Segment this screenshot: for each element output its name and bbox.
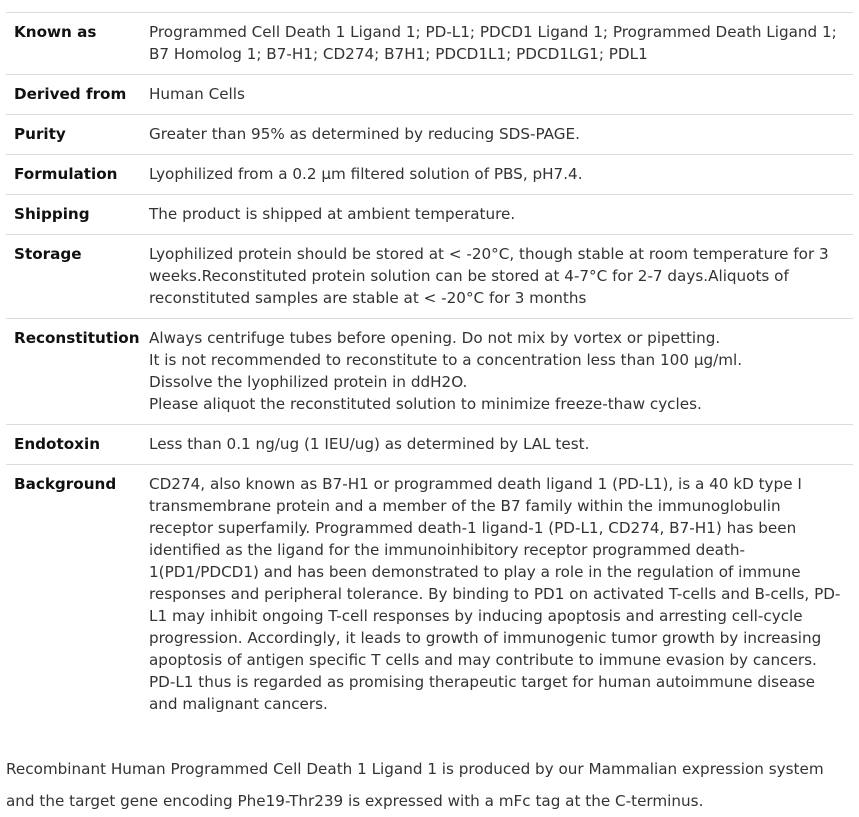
spec-row-derived-from	[6, 75, 853, 115]
spec-value-line: Dissolve the lyophilized protein in ddH2O.	[149, 373, 468, 391]
spec-row-reconstitution	[6, 319, 853, 425]
spec-value-line: Less than 0.1 ng/ug (1 IEU/ug) as determined by LAL test.	[149, 435, 590, 453]
spec-row-storage	[6, 235, 853, 319]
spec-row-known-as	[6, 13, 853, 75]
spec-value	[141, 425, 853, 465]
spec-label: Storage	[14, 245, 82, 263]
spec-value	[141, 75, 853, 115]
spec-label: Known as	[14, 23, 97, 41]
spec-value-line: Lyophilized from a 0.2 μm filtered solution of PBS, pH7.4.	[149, 165, 583, 183]
spec-label: Background	[14, 475, 117, 493]
product-spec-table	[6, 12, 853, 724]
spec-value-line: Human Cells	[149, 85, 245, 103]
spec-value-line: Programmed Cell Death 1 Ligand 1; PD-L1; PDCD1 Ligand 1; Programmed Death Ligand 1; B7 Homolog 1; B7-H1; CD274; B7H1; PDCD1L1; PDCD1LG1; PDL1	[149, 23, 837, 63]
spec-value-line: It is not recommended to reconstitute to a concentration less than 100 μg/ml.	[149, 351, 743, 369]
spec-value	[141, 13, 853, 75]
spec-value-line: Always centrifuge tubes before opening. Do not mix by vortex or pipetting.	[149, 329, 721, 347]
spec-row-background	[6, 465, 853, 725]
spec-value-line: Lyophilized protein should be stored at < -20°C, though stable at room temperature for 3 weeks.Reconstituted protein solution can be stored at 4-7°C for 2-7 days.Aliquots of reconstituted samples are stable at < -20°C for 3 months	[149, 245, 829, 307]
spec-label: Formulation	[14, 165, 118, 183]
spec-label: Endotoxin	[14, 435, 101, 453]
spec-value	[141, 115, 853, 155]
spec-row-shipping	[6, 195, 853, 235]
spec-value	[141, 465, 853, 725]
spec-value	[141, 195, 853, 235]
spec-label: Purity	[14, 125, 66, 143]
spec-label: Shipping	[14, 205, 90, 223]
spec-row-endotoxin	[6, 425, 853, 465]
spec-value	[141, 319, 853, 425]
spec-label: Derived from	[14, 85, 127, 103]
spec-row-formulation	[6, 155, 853, 195]
spec-row-purity	[6, 115, 853, 155]
spec-label: Reconstitution	[14, 329, 140, 347]
spec-value-line: The product is shipped at ambient temperature.	[149, 205, 516, 223]
spec-value	[141, 155, 853, 195]
spec-value	[141, 235, 853, 319]
spec-value-line: Please aliquot the reconstituted solution to minimize freeze-thaw cycles.	[149, 395, 702, 413]
spec-value-line: CD274, also known as B7-H1 or programmed death ligand 1 (PD-L1), is a 40 kD type I transmembrane protein and a member of the B7 family within the immunoglobulin receptor superfamily. Programmed death-1 ligand-1 (PD-L1, CD274, B7-H1) has been identified as the ligand for the immunoinhibitory receptor programmed death-1(PD1/PDCD1) and has been demonstrated to play a role in the regulation of immune responses and peripheral tolerance. By binding to PD1 on activated T-cells and B-cells, PD-L1 may inhibit ongoing T-cell responses by inducing apoptosis and arresting cell-cycle progression. Accordingly, it leads to growth of immunogenic tumor growth by increasing apoptosis of antigen specific T cells and may contribute to immune evasion by cancers. PD-L1 thus is regarded as promising therapeutic target for human autoimmune disease and malignant cancers.	[149, 475, 841, 713]
product-description-note: Recombinant Human Programmed Cell Death 1 Ligand 1 is produced by our Mammalian expression system and the target gene encoding Phe19-Thr239 is expressed with a mFc tag at the C-terminus.	[6, 760, 824, 811]
spec-value-line: Greater than 95% as determined by reducing SDS-PAGE.	[149, 125, 580, 143]
